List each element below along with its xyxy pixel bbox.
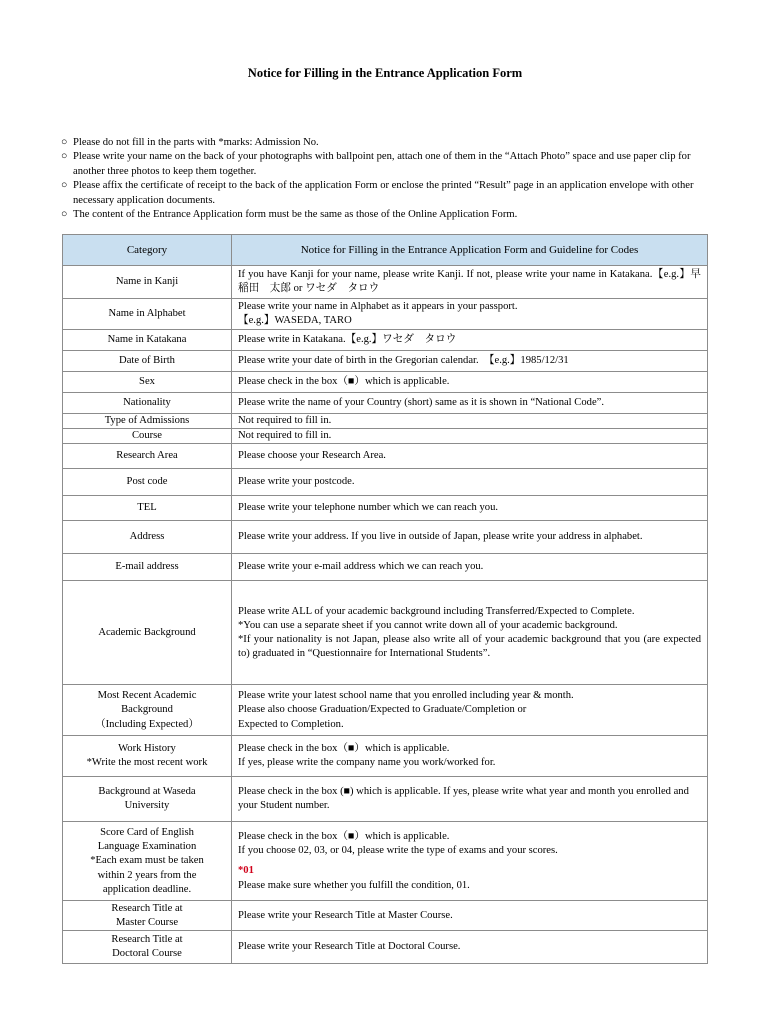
category-line: （Including Expected） [95,718,199,730]
guideline-table [62,234,708,964]
table-row [63,554,708,581]
notice-line: Please write your postcode. [238,476,355,488]
category-line: Most Recent Academic [97,690,197,702]
notice-line: 【e.g.】WASEDA, TARO [238,315,352,326]
category-line: Background at Waseda [98,786,196,798]
notice-line: Please check in the box（■）which is applicable. [238,831,450,842]
notice-cell [232,372,708,393]
table-row [63,521,708,554]
table-row [63,736,708,777]
category-cell [63,330,232,351]
notice-cell [232,414,708,429]
notice-cell [232,330,708,351]
category-line: Nationality [123,396,171,408]
table-row [63,429,708,444]
notice-line: Please choose your Research Area. [238,450,386,462]
notice-line: *If your nationality is not Japan, please also write all of your academic background that you (are expected to) graduated in “Questionnaire for International Students”. [238,633,701,660]
notice-cell [232,901,708,931]
notice-cell [232,469,708,496]
table-header-row [63,235,708,266]
notice-line: Please write your Research Title at Master Course. [238,909,453,921]
category-cell [63,444,232,469]
category-line: within 2 years from the [97,869,197,881]
notice-cell [232,554,708,581]
notice-cell [232,736,708,777]
notice-line: Please write ALL of your academic background including Transferred/Expected to Complete. [238,605,635,617]
category-cell [63,266,232,299]
category-line: Research Title at [111,934,183,946]
notice-line: Please write your telephone number which we can reach you. [238,502,499,514]
table-row [63,444,708,469]
notice-cell [232,299,708,330]
category-cell [63,822,232,901]
category-cell [63,901,232,931]
category-cell [63,736,232,777]
category-line: Academic Background [98,626,196,638]
notice-line: Please write your name in Alphabet as it appears in your passport. [238,300,518,312]
notice-cell [232,496,708,521]
circle-bullet-icon: ○ [61,137,68,148]
note-text: Please do not fill in the parts with *marks: Admission No. [73,137,319,148]
table-row [63,685,708,736]
notice-line: Not required to fill in. [238,415,332,426]
category-line: Research Area [116,450,178,462]
page-title: Notice for Filling in the Entrance Application Form [247,66,523,80]
table-row [63,351,708,372]
notice-cell [232,429,708,444]
notice-column-header: Notice for Filling in the Entrance Application Form and Guideline for Codes [232,235,708,266]
notice-cell [232,521,708,554]
category-line: TEL [137,502,157,514]
notice-line: Please write in Katakana.【e.g.】ワセダ タロウ [238,333,457,345]
note-item [61,150,711,179]
category-line: Name in Katakana [107,333,187,345]
category-cell [63,372,232,393]
notice-line: Please make sure whether you fulfill the condition, 01. [238,879,470,891]
table-row [63,299,708,330]
category-cell [63,414,232,429]
notice-line: If yes, please write the company name you work/worked for. [238,757,496,769]
notice-cell [232,351,708,372]
notice-line: Please write your Research Title at Doctoral Course. [238,941,461,953]
notice-cell [232,777,708,822]
notes-list [61,136,711,222]
category-line: Name in Kanji [115,275,179,287]
circle-bullet-icon: ○ [61,151,68,163]
category-line: application deadline. [102,883,192,895]
notice-line: Please write your address. If you live in outside of Japan, please write your address in alphabet. [238,531,643,543]
notice-cell [232,393,708,414]
category-cell [63,429,232,444]
category-line: Background [121,704,173,716]
category-cell [63,521,232,554]
category-cell [63,685,232,736]
category-line: Work History [118,743,176,755]
notice-cell [232,685,708,736]
category-cell [63,469,232,496]
table-row [63,414,708,429]
notice-cell [232,931,708,964]
circle-bullet-icon: ○ [61,180,68,192]
table-row [63,266,708,299]
notice-line: Expected to Completion. [238,718,344,730]
category-line: Post code [126,476,168,488]
table-row [63,822,708,901]
notice-line: Please also choose Graduation/Expected to Graduate/Completion or [238,704,527,716]
category-cell [63,496,232,521]
table-row [63,581,708,685]
notice-line: If you choose 02, 03, or 04, please write the type of exams and your scores. [238,845,558,857]
category-line: Score Card of English [100,826,194,838]
category-cell [63,351,232,372]
table-row [63,393,708,414]
category-column-header: Category [63,235,232,266]
notice-line: Please check in the box（■）which is applicable. [238,375,450,387]
category-line: Type of Admissions [104,415,190,426]
notice-line: Please write your date of birth in the Gregorian calendar. 【e.g.】1985/12/31 [238,354,569,366]
notice-line: Please check in the box（■）which is applicable. [238,743,450,755]
note-item [61,136,711,150]
table-row [63,469,708,496]
category-cell [63,581,232,685]
category-line: Research Title at [111,902,183,914]
category-cell [63,777,232,822]
category-line: Date of Birth [119,354,175,366]
category-line: Address [129,531,165,543]
table-row [63,496,708,521]
category-line: Name in Alphabet [108,307,186,319]
notice-line: Please check in the box (■) which is applicable. If yes, please write what year and month you enrolled and your Student number. [238,786,689,812]
code-mark: *01 [238,865,254,877]
table-row [63,777,708,822]
category-line: *Each exam must be taken [90,855,204,867]
category-line: E-mail address [115,561,179,573]
category-line: Sex [139,375,155,387]
note-text: The content of the Entrance Application form must be the same as those of the Online Application Form. [73,209,518,221]
category-line: Language Examination [97,841,197,853]
table-row [63,931,708,964]
note-item [61,208,711,222]
notice-cell [232,822,708,901]
notice-line: Please write the name of your Country (short) same as it is shown in “National Code”. [238,396,604,408]
category-line: University [124,800,170,812]
notice-line: Not required to fill in. [238,430,332,442]
table-row [63,372,708,393]
note-item [61,179,711,208]
notice-cell [232,581,708,685]
note-text: Please write your name on the back of your photographs with ballpoint pen, attach one of them in the “Attach Photo” space and use paper clip for another three photos to keep them together. [73,151,691,177]
notice-cell [232,266,708,299]
category-line: *Write the most recent work [86,757,208,769]
notice-cell [232,444,708,469]
category-cell [63,931,232,964]
category-cell [63,299,232,330]
table-row [63,901,708,931]
notice-line: Please write your e-mail address which we can reach you. [238,561,484,573]
category-cell [63,393,232,414]
category-line: Doctoral Course [112,948,182,960]
table-row [63,330,708,351]
notice-line: *You can use a separate sheet if you cannot write down all of your academic background. [238,619,618,631]
circle-bullet-icon: ○ [61,209,68,221]
category-cell [63,554,232,581]
notice-line: If you have Kanji for your name, please write Kanji. If not, please write your name in Katakana.【e.g.】早稲田 太郎 or ワセダ タロウ [238,268,701,294]
category-line: Course [131,430,162,442]
note-text: Please affix the certificate of receipt to the back of the application Form or enclose the printed “Result” page in an application envelope with other necessary application documents. [73,180,694,206]
category-line: Master Course [115,916,179,928]
notice-line: Please write your latest school name that you enrolled including year & month. [238,690,574,702]
